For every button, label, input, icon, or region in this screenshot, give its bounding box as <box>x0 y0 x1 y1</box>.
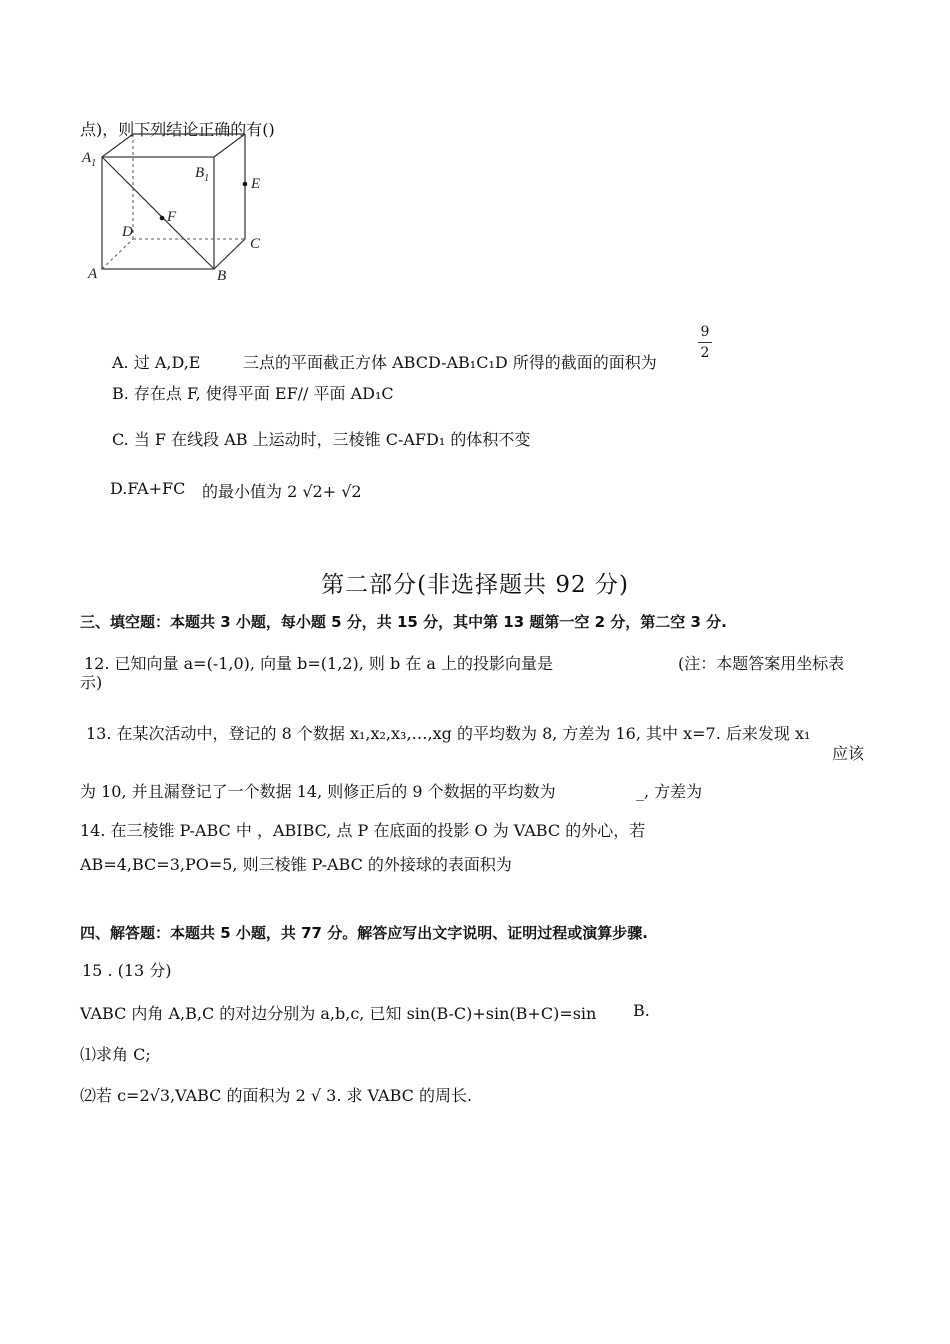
question-13: 13. 在某次活动中，登记的 8 个数据 x₁,x₂,x₃,…,xg 的平均数为 8, 方差为 16, 其中 x=7. 后来发现 x₁ <box>86 724 811 743</box>
question-14-line2: AB=4,BC=3,PO=5, 则三棱锥 P-ABC 的外接球的表面积为 <box>80 855 512 874</box>
option-b: B. 存在点 F, 使得平面 EF// 平面 AD₁C <box>112 384 394 403</box>
label-d: D <box>122 224 133 240</box>
hidden-edge <box>102 239 133 269</box>
option-d-text: 的最小值为 2 √2+ √2 <box>202 482 362 501</box>
fill-in-section-heading: 三、填空题：本题共 3 小题，每小题 5 分，共 15 分，其中第 13 题第一空 2 分，第二空 3 分. <box>80 613 727 631</box>
fraction-numerator: 9 <box>700 324 710 340</box>
option-a-text: 三点的平面截正方体 ABCD-AB₁C₁D 所得的截面的面积为 <box>243 353 657 372</box>
question-15-statement-end: B. <box>633 1001 650 1020</box>
question-14: 14. 在三棱锥 P-ABC 中 ，ABIBC, 点 P 在底面的投影 O 为 VABC 的外心，若 <box>80 821 646 840</box>
label-b1: $B_1$ <box>195 165 210 184</box>
cube-edge <box>214 239 245 269</box>
cube-figure <box>78 132 288 292</box>
label-b: B <box>217 268 227 284</box>
intro-line: 点)，则下列结论正确的有() <box>80 120 275 139</box>
cube-edge <box>102 134 133 157</box>
label-a1: $A_1$ <box>82 150 97 169</box>
label-e: E <box>251 176 261 192</box>
question-12: 12. 已知向量 a=(-1,0), 向量 b=(1,2), 则 b 在 a 上的投影向量是 <box>84 654 554 673</box>
question-15-part-1: ⑴求角 C; <box>80 1045 151 1064</box>
question-12-note-end: 示) <box>80 673 103 692</box>
question-13-blank: _, 方差为 <box>636 782 703 801</box>
option-c: C. 当 F 在线段 AB 上运动时，三棱锥 C-AFD₁ 的体积不变 <box>112 430 531 449</box>
point-e <box>243 182 248 187</box>
fraction-bar <box>698 342 712 343</box>
label-f: F <box>167 209 177 225</box>
cube-edge <box>214 134 245 157</box>
option-d: D.FA+FC <box>110 479 186 498</box>
option-a: A. 过 A,D,E <box>112 353 201 372</box>
label-a: A <box>88 266 98 282</box>
question-12-note: (注：本题答案用坐标表 <box>678 654 845 673</box>
solution-section-heading: 四、解答题：本题共 5 小题，共 77 分。解答应写出文字说明、证明过程或演算步骤. <box>80 924 648 942</box>
point-f <box>160 216 165 221</box>
question-15-part-2: ⑵若 c=2√3,VABC 的面积为 2 √ 3. 求 VABC 的周长. <box>80 1086 473 1105</box>
question-15-header: 15 . (13 分) <box>82 961 172 980</box>
question-13-wrap: 应该 <box>832 744 865 763</box>
section-title: 第二部分(非选择题共 92 分) <box>321 572 629 598</box>
question-15-statement: VABC 内角 A,B,C 的对边分别为 a,b,c, 已知 sin(B-C)+sin(B+C)=sin <box>80 1004 597 1023</box>
question-13-line2: 为 10, 并且漏登记了一个数据 14, 则修正后的 9 个数据的平均数为 <box>80 782 556 801</box>
fraction-denominator: 2 <box>700 345 710 361</box>
fraction-nine-halves <box>698 324 712 361</box>
label-c: C <box>250 236 261 252</box>
